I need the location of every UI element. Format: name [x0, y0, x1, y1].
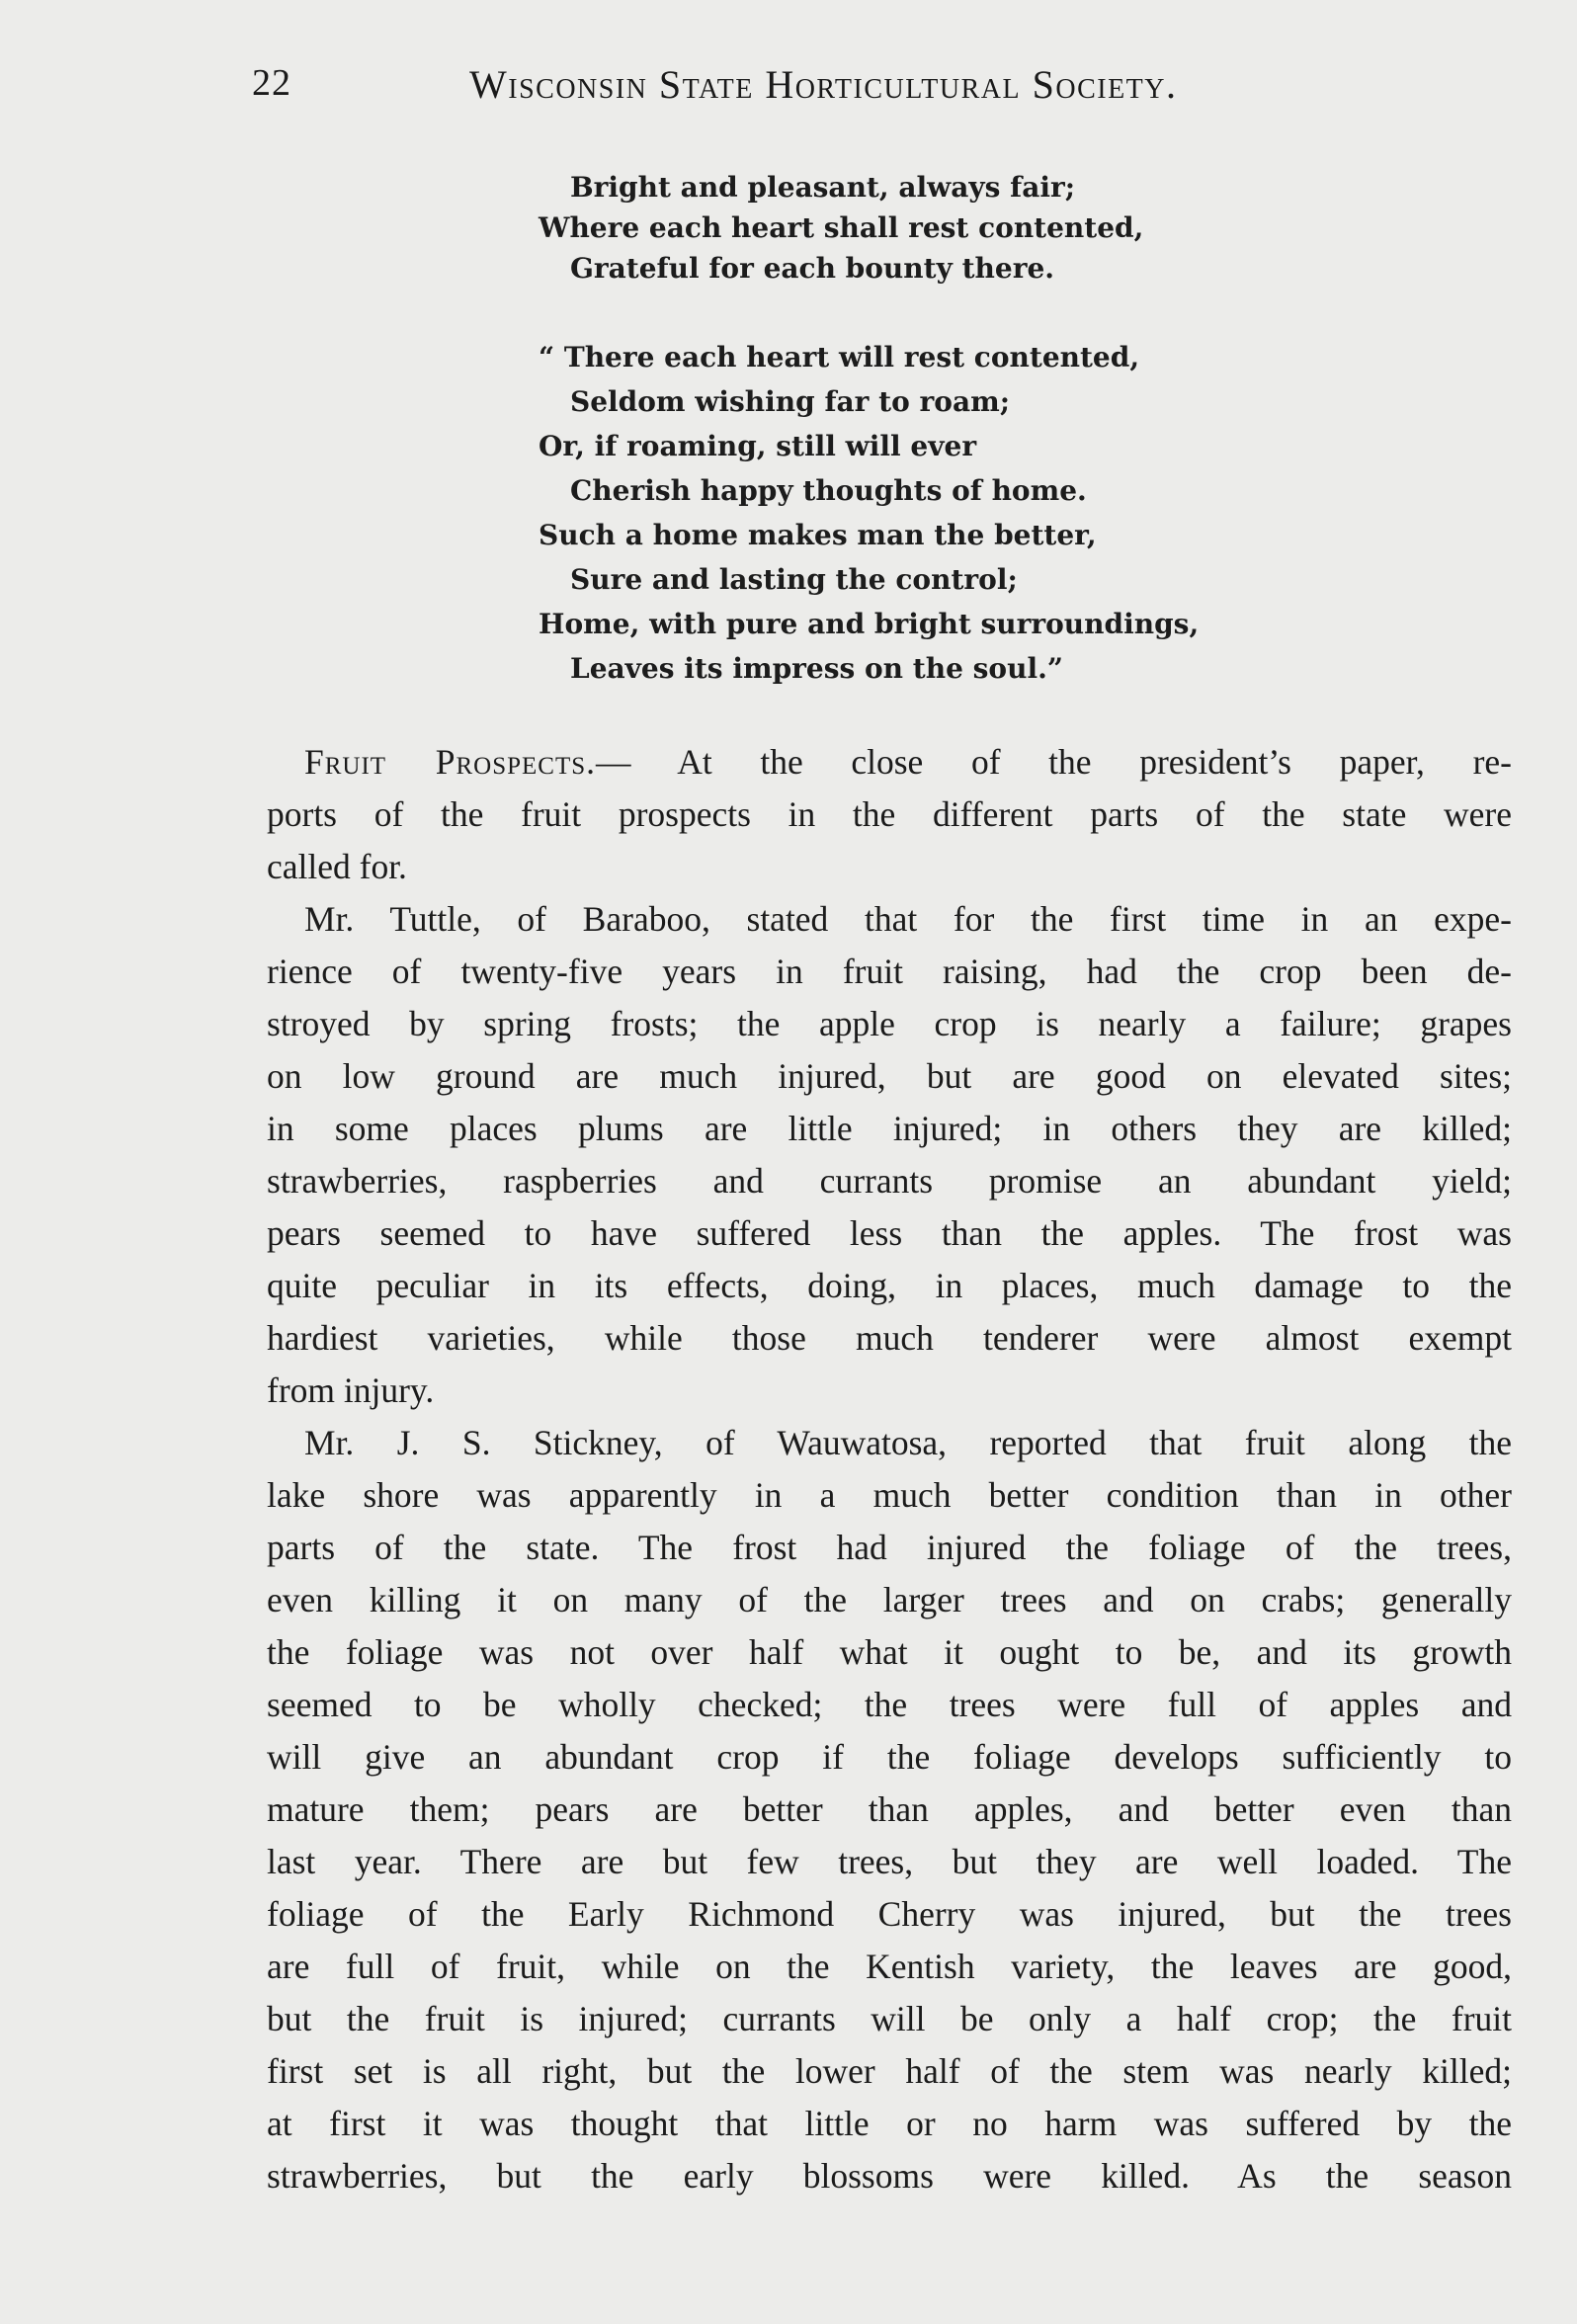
paragraph-line: ports of the fruit prospects in the different parts of the state were	[267, 794, 1512, 834]
poem-line: Where each heart shall rest contented,	[539, 211, 1144, 244]
paragraph-line: last year. There are but few trees, but they are well loaded. The	[267, 1842, 1512, 1881]
poem-line: Sure and lasting the control;	[570, 563, 1018, 596]
poem-line: Such a home makes man the better,	[539, 519, 1097, 551]
paragraph-line: parts of the state. The frost had injured the foliage of the trees,	[267, 1528, 1512, 1567]
paragraph-line: are full of fruit, while on the Kentish variety, the leaves are good,	[267, 1947, 1512, 1986]
paragraph-line: strawberries, but the early blossoms were killed. As the season	[267, 2156, 1512, 2196]
paragraph-line: at first it was thought that little or no harm was suffered by the	[267, 2104, 1512, 2143]
page-number: 22	[252, 62, 291, 104]
paragraph-line: from injury.	[267, 1370, 435, 1410]
paragraph-line: hardiest varieties, while those much tenderer were almost exempt	[267, 1318, 1512, 1358]
paragraph-line: Mr. J. S. Stickney, of Wauwatosa, reported that fruit along the	[304, 1423, 1512, 1462]
paragraph-line: pears seemed to have suffered less than the apples. The frost was	[267, 1213, 1512, 1253]
paragraph-line: stroyed by spring frosts; the apple crop is nearly a failure; grapes	[267, 1004, 1512, 1043]
poem-line: “ There each heart will rest contented,	[539, 341, 1140, 374]
poem-line: Bright and pleasant, always fair;	[570, 171, 1076, 204]
paragraph-line: but the fruit is injured; currants will be only a half crop; the fruit	[267, 1999, 1512, 2038]
paragraph-line: will give an abundant crop if the foliage develops sufficiently to	[267, 1737, 1512, 1777]
paragraph-line: rience of twenty-five years in fruit raising, had the crop been de-	[267, 952, 1512, 991]
paragraph-line: on low ground are much injured, but are good on elevated sites;	[267, 1056, 1512, 1096]
paragraph-line: lake shore was apparently in a much better condition than in other	[267, 1475, 1512, 1515]
paragraph-text: — At the close of the president’s paper, re-	[596, 742, 1512, 782]
paragraph-line: seemed to be wholly checked; the trees were full of apples and	[267, 1685, 1512, 1724]
running-title: Wisconsin State Horticultural Society.	[469, 62, 1178, 107]
poem-line: Grateful for each bounty there.	[570, 252, 1055, 285]
paragraph-line: mature them; pears are better than apples, and better even than	[267, 1789, 1512, 1829]
paragraph-line: quite peculiar in its effects, doing, in places, much damage to the	[267, 1266, 1512, 1305]
page-header	[252, 61, 1319, 111]
poem-line: Home, with pure and bright surroundings,	[539, 608, 1200, 640]
paragraph-line: foliage of the Early Richmond Cherry was injured, but the trees	[267, 1894, 1512, 1934]
paragraph-line: called for.	[267, 847, 407, 886]
paragraph-line: strawberries, raspberries and currants promise an abundant yield;	[267, 1161, 1512, 1201]
poem-line: Leaves its impress on the soul.”	[570, 652, 1063, 685]
paragraph-line: the foliage was not over half what it ought to be, and its growth	[267, 1632, 1512, 1672]
paragraph-line: even killing it on many of the larger trees and on crabs; generally	[267, 1580, 1512, 1619]
paragraph-line	[304, 736, 1512, 788]
paragraph-line: Mr. Tuttle, of Baraboo, stated that for the first time in an expe-	[304, 899, 1512, 939]
section-heading: Fruit Prospects.	[304, 742, 596, 782]
paragraph-line: in some places plums are little injured; in others they are killed;	[267, 1109, 1512, 1148]
paragraph-line: first set is all right, but the lower half of the stem was nearly killed;	[267, 2051, 1512, 2091]
poem-line: Cherish happy thoughts of home.	[570, 474, 1087, 507]
poem-line: Seldom wishing far to roam;	[570, 385, 1011, 418]
poem-line: Or, if roaming, still will ever	[539, 430, 977, 462]
